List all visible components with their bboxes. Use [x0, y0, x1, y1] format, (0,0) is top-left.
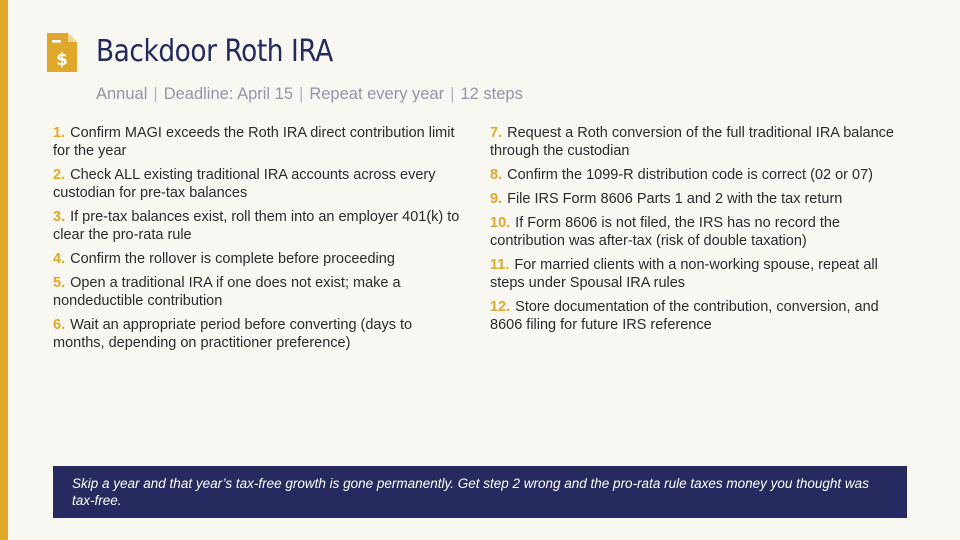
step-item [53, 316, 463, 352]
step-number: 3. [53, 209, 66, 225]
step-number: 4. [53, 251, 66, 267]
step-text: Wait an appropriate period before converting (days to months, depending on practitioner preference) [53, 317, 413, 351]
step-item [53, 124, 463, 160]
steps-column-right [490, 124, 900, 340]
step-item [490, 166, 900, 184]
meta-step-count: 12 steps [460, 85, 523, 103]
step-text: Confirm MAGI exceeds the Roth IRA direct contribution limit for the year [53, 125, 455, 159]
step-item [53, 166, 463, 202]
step-text: For married clients with a non-working spouse, repeat all steps under Spousal IRA rules [490, 257, 878, 291]
step-item [53, 250, 463, 268]
step-item [490, 190, 900, 208]
step-item [490, 298, 900, 334]
page-title: Backdoor Roth IRA [96, 34, 333, 69]
accent-bar [0, 0, 8, 540]
step-item [490, 256, 900, 292]
step-number: 10. [490, 215, 511, 231]
step-text: Confirm the 1099-R distribution code is correct (02 or 07) [507, 167, 873, 183]
meta-line [96, 83, 523, 105]
step-number: 7. [490, 125, 503, 141]
meta-separator: | [450, 85, 455, 103]
warning-callout [53, 466, 907, 518]
step-text: Confirm the rollover is complete before proceeding [70, 251, 395, 267]
step-item [53, 208, 463, 244]
dollar-document-icon [47, 33, 77, 72]
step-text: If pre-tax balances exist, roll them into an employer 401(k) to clear the pro-rata rule [53, 209, 460, 243]
step-number: 6. [53, 317, 66, 333]
meta-frequency: Annual [96, 85, 148, 103]
step-number: 8. [490, 167, 503, 183]
meta-separator: | [153, 85, 158, 103]
step-text: Check ALL existing traditional IRA accounts across every custodian for pre-tax balances [53, 167, 436, 201]
step-number: 1. [53, 125, 66, 141]
step-text: File IRS Form 8606 Parts 1 and 2 with the tax return [507, 191, 843, 207]
step-number: 12. [490, 299, 511, 315]
step-text: Request a Roth conversion of the full traditional IRA balance through the custodian [490, 125, 894, 159]
step-item [490, 124, 900, 160]
step-number: 2. [53, 167, 66, 183]
step-item [490, 214, 900, 250]
step-text: Open a traditional IRA if one does not exist; make a nondeductible contribution [53, 275, 401, 309]
meta-separator: | [299, 85, 304, 103]
step-number: 9. [490, 191, 503, 207]
steps-column-left [53, 124, 463, 358]
step-text: Store documentation of the contribution, conversion, and 8606 filing for future IRS reference [490, 299, 879, 333]
svg-text:$: $ [56, 50, 68, 70]
step-text: If Form 8606 is not filed, the IRS has no record the contribution was after-tax (risk of double taxation) [490, 215, 840, 249]
step-number: 5. [53, 275, 66, 291]
meta-deadline: Deadline: April 15 [163, 85, 294, 103]
meta-repeat: Repeat every year [309, 85, 445, 103]
step-item [53, 274, 463, 310]
callout-text: Skip a year and that year’s tax-free growth is gone permanently. Get step 2 wrong and the pro-rata rule taxes money you thought was tax-free. [72, 476, 869, 508]
step-number: 11. [490, 257, 510, 273]
